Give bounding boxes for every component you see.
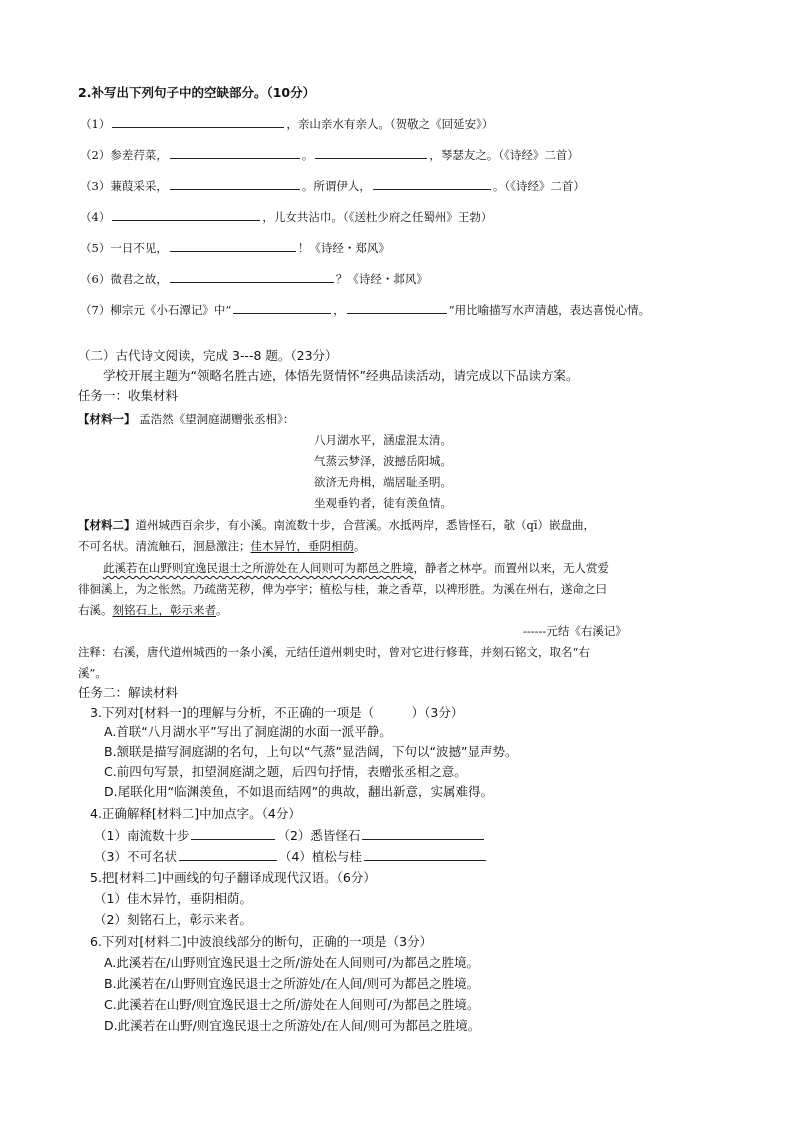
q3-option-b[interactable]: B.颔联是描写洞庭湖的名句，上句以“气蒸”显浩阔，下句以“波撼”显声势。	[104, 744, 518, 759]
q3-option-a[interactable]: A.首联“八月湖水平”写出了洞庭湖的水面一派平静。	[104, 724, 392, 739]
q6-option-d[interactable]: D.此溪若在山野/则宜逸民退士之所游处/在人间/则可为都邑之胜境。	[104, 1018, 481, 1033]
q4-row-2: （3）不可名状 （4）植松与桂	[94, 847, 488, 866]
answer-blank[interactable]	[315, 145, 427, 159]
q6-option-a[interactable]: A.此溪若在/山野则宜逸民退士之所/游处在人间则可/为都邑之胜境。	[104, 955, 479, 970]
wavy-underlined-sentence: 此溪若在山野则宜逸民退士之所游处在人间则可为都邑之胜境	[103, 561, 414, 575]
answer-blank[interactable]	[179, 847, 277, 861]
answer-blank[interactable]	[347, 300, 447, 314]
q2-item-7: （7）柳宗元《小石潭记》中“ ， ”用比喻描写水声清越，表达喜悦心情。	[80, 300, 650, 319]
poem	[314, 430, 514, 514]
answer-blank[interactable]	[170, 238, 296, 252]
answer-blank[interactable]	[170, 176, 300, 190]
q3-option-c[interactable]: C.前四句写景，扣望洞庭湖之题，后四句抒情，表赠张丞相之意。	[104, 764, 467, 779]
answer-blank[interactable]	[112, 207, 260, 221]
answer-blank[interactable]	[112, 114, 284, 128]
poem-line: 气蒸云梦泽，波撼岳阳城。	[314, 454, 452, 468]
q3-stem: 3.下列对[材料一]的理解与分析，不正确的一项是（ ）（3分）	[90, 705, 464, 720]
material2-line-5: 右溪。刻铭石上，彰示来者。	[78, 603, 228, 617]
answer-blank[interactable]	[233, 300, 331, 314]
material2-line-2: 不可名状。清流触石，洄悬激注；佳木异竹，垂阴相荫。	[78, 539, 366, 553]
poem-line: 欲济无舟楫，端居耻圣明。	[314, 475, 452, 489]
material2-line-4: 徘徊溪上，为之怅然。乃疏凿芜秽，俾为亭宇；植松与桂，兼之香草，以裨形胜。为溪在州右，遂命之曰	[78, 582, 607, 596]
q2-item-5: （5）一日不见， ！《诗经・郑风》	[80, 238, 390, 257]
q2-item-1: （1） ，亲山亲水有亲人。（贺敬之《回延安》）	[80, 114, 493, 133]
answer-blank[interactable]	[170, 145, 300, 159]
q3-option-d[interactable]: D.尾联化用“临渊羡鱼，不如退而结网”的典故，翻出新意，实属难得。	[104, 784, 494, 799]
task2-heading: 任务二：解读材料	[78, 685, 179, 700]
section-intro: 学校开展主题为“领略名胜古迹，体悟先贤情怀”经典品读活动，请完成以下品读方案。	[103, 368, 579, 383]
q2-item-6: （6）微君之故， ？《诗经・邶风》	[80, 269, 428, 288]
q5-item-2: （2）刻铭石上，彰示来者。	[94, 912, 252, 927]
underlined-sentence: 佳木异竹，垂阴相荫	[250, 539, 354, 553]
q6-stem: 6.下列对[材料二]中波浪线部分的断句，正确的一项是（3分）	[90, 934, 433, 949]
task1-heading: 任务一：收集材料	[78, 388, 179, 403]
underlined-sentence: 刻铭石上，彰示来者	[112, 603, 216, 617]
q2-title: 2.补写出下列句子中的空缺部分。（10分）	[78, 85, 316, 100]
poem-line: 八月湖水平，涵虚混太清。	[314, 433, 452, 447]
poem-line: 坐观垂钓者，徒有羡鱼情。	[314, 496, 452, 510]
q2-item-3: （3）蒹葭采采， 。所谓伊人， 。（《诗经》二首）	[80, 176, 585, 195]
material1-heading: 【材料一】 孟浩然《望洞庭湖赠张丞相》：	[78, 412, 295, 426]
material2-source: ------元结《右溪记》	[523, 624, 627, 638]
q6-option-b[interactable]: B.此溪若在/山野则宜逸民退士之所游处/在人间/则可为都邑之胜境。	[104, 976, 480, 991]
note-line-1: 注释：右溪，唐代道州城西的一条小溪，元结任道州刺史时，曾对它进行修葺，并刻石铭文，取名“右	[78, 645, 590, 659]
q4-row-1: （1）南流数十步 （2）悉皆怪石	[94, 826, 486, 845]
answer-blank[interactable]	[362, 826, 484, 840]
q2-item-2: （2）参差荇菜， 。 ，琴瑟友之。（《诗经》二首）	[80, 145, 579, 164]
answer-blank[interactable]	[170, 269, 334, 283]
material2-line-3: 此溪若在山野则宜逸民退士之所游处在人间则可为都邑之胜境，静者之林亭。而置州以来，无人赏爱	[103, 561, 609, 575]
answer-blank[interactable]	[191, 826, 275, 840]
q6-option-c[interactable]: C.此溪若在山野/则宜逸民退士之所/游处在人间则可/为都邑之胜境。	[104, 997, 480, 1012]
answer-blank[interactable]	[373, 176, 491, 190]
q5-item-1: （1）佳木异竹，垂阴相荫。	[94, 891, 252, 906]
q5-stem: 5.把[材料二]中画线的句子翻译成现代汉语。（6分）	[90, 870, 376, 885]
section-heading: （二）古代诗文阅读，完成 3---8 题。（23分）	[78, 348, 338, 363]
material2-line-1: 【材料二】道州城西百余步，有小溪。南流数十步，合营溪。水抵两岸，悉皆怪石，欹（qī）嵌盘曲，	[78, 518, 596, 532]
q4-stem: 4.正确解释[材料二]中加点字。（4分）	[90, 806, 301, 821]
q2-item-4: （4） ，儿女共沾巾。（《送杜少府之任蜀州》王勃）	[80, 207, 492, 226]
note-line-2: 溪”。	[78, 666, 107, 680]
answer-blank[interactable]	[364, 847, 486, 861]
